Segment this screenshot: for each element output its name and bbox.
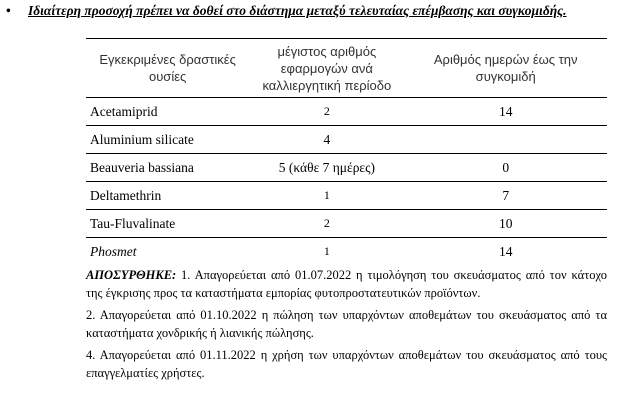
substance-name: Deltamethrin bbox=[86, 182, 249, 210]
max-applications: 2 bbox=[249, 98, 404, 126]
days-to-harvest bbox=[404, 126, 607, 154]
table-header-row bbox=[86, 39, 607, 98]
max-applications: 1 bbox=[323, 244, 330, 258]
substances-table bbox=[86, 38, 607, 265]
substance-name: Tau-Fluvalinate bbox=[86, 210, 249, 238]
max-applications: 4 bbox=[249, 126, 404, 154]
substance-name: Beauveria bassiana bbox=[86, 154, 249, 182]
bullet: • bbox=[6, 3, 11, 18]
days-to-harvest: 0 bbox=[404, 154, 607, 182]
heading-text: Ιδιαίτερη προσοχή πρέπει να δοθεί στο διάστημα μεταξύ τελευταίας επέμβασης και συγκομιδής. bbox=[28, 3, 567, 18]
table-row bbox=[86, 238, 607, 266]
substance-name: Phosmet bbox=[90, 243, 137, 259]
days-to-harvest: 10 bbox=[404, 210, 607, 238]
days-to-harvest: 14 bbox=[404, 98, 607, 126]
header-max-applications: μέγιστος αριθμός εφαρμογών ανά καλλιεργητική περίοδο bbox=[249, 39, 404, 98]
withdrawal-notes bbox=[86, 266, 607, 386]
max-applications: 2 bbox=[249, 210, 404, 238]
days-to-harvest: 7 bbox=[404, 182, 607, 210]
table-row bbox=[86, 210, 607, 238]
table-row bbox=[86, 154, 607, 182]
note-1-text: 1. Απαγορεύεται από 01.07.2022 η τιμολόγηση του σκευάσματος από τον κάτοχο της έγκρισης προς τα καταστήματα εμπορίας φυτοπροστατευτικών προϊόντων. bbox=[86, 268, 607, 300]
header-days-to-harvest: Αριθμός ημερών έως την συγκομιδή bbox=[404, 39, 607, 98]
days-to-harvest: 14 bbox=[498, 243, 513, 259]
table-row bbox=[86, 182, 607, 210]
note-1 bbox=[86, 266, 607, 302]
note-4: 4. Απαγορεύεται από 01.11.2022 η χρήση των υπαρχόντων αποθεμάτων του σκευάσματος από τους επαγγελματίες χρήστες. bbox=[86, 348, 607, 380]
section-heading bbox=[6, 3, 641, 19]
header-substances: Εγκεκριμένες δραστικές ουσίες bbox=[86, 39, 249, 98]
substance-name: Acetamiprid bbox=[86, 98, 249, 126]
substance-name: Aluminium silicate bbox=[86, 126, 249, 154]
withdrawn-label: ΑΠΟΣΥΡΘΗΚΕ: bbox=[86, 268, 177, 282]
table-row bbox=[86, 98, 607, 126]
table-row bbox=[86, 126, 607, 154]
max-applications: 1 bbox=[249, 182, 404, 210]
note-2: 2. Απαγορεύεται από 01.10.2022 η πώληση των υπαρχόντων αποθεμάτων του σκευάσματος από τα καταστήματα χονδρικής ή λιανικής πώλησης. bbox=[86, 308, 607, 340]
max-applications: 5 (κάθε 7 ημέρες) bbox=[249, 154, 404, 182]
